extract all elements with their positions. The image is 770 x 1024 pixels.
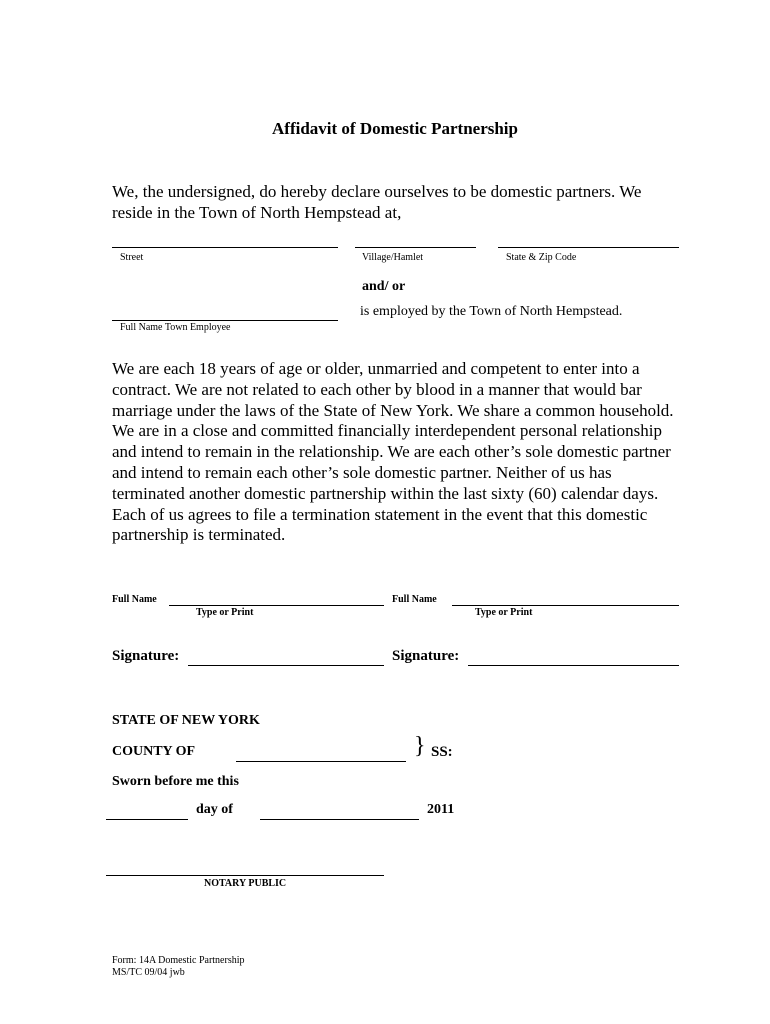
employee-statement: is employed by the Town of North Hempstead. (360, 304, 623, 319)
partner2-full-name-label: Full Name (392, 594, 437, 605)
notary-public-label: NOTARY PUBLIC (204, 878, 287, 889)
intro-paragraph: We, the undersigned, do hereby declare ourselves to be domestic partners. We reside in the Town of North Hempstead at, (112, 182, 642, 222)
and-or-text: and/ or (362, 279, 406, 294)
state-zip-label: State & Zip Code (506, 252, 577, 263)
employee-label: Full Name Town Employee (120, 322, 231, 333)
day-line[interactable] (106, 819, 188, 820)
footer-form: Form: 14A Domestic Partnership (112, 955, 245, 966)
document-title: Affidavit of Domestic Partnership (272, 119, 518, 138)
county-line[interactable] (236, 761, 406, 762)
partner1-type-label: Type or Print (196, 607, 254, 618)
village-line[interactable] (355, 247, 476, 248)
street-label: Street (120, 252, 144, 263)
partner1-full-name-line[interactable] (169, 605, 384, 606)
year-text: 2011 (427, 802, 455, 817)
county-label: COUNTY OF (112, 744, 196, 759)
partner2-signature-label: Signature: (392, 648, 460, 664)
street-line[interactable] (112, 247, 338, 248)
day-of-text: day of (196, 802, 233, 817)
partner1-signature-label: Signature: (112, 648, 180, 664)
employee-name-line[interactable] (112, 320, 338, 321)
footer-code: MS/TC 09/04 jwb (112, 967, 185, 978)
partner1-full-name-label: Full Name (112, 594, 157, 605)
body-paragraph: We are each 18 years of age or older, unmarried and competent to enter into a contract. We are not related to each other by blood in a manner that would bar marriage under the laws of the State of New York. We share a common household. We are in a close and committed financially interdependent personal relationship and intend to remain in the relationship. We are each other’s sole domestic partner and intend to remain each other’s sole domestic partner. Neither of us has terminated another domestic partnership within the last sixty (60) calendar days. Each of us agrees to file a termination statement in the event that this domestic partnership is terminated. (112, 359, 674, 545)
sworn-text: Sworn before me this (112, 774, 239, 789)
state-text: STATE OF NEW YORK (112, 713, 260, 728)
brace-symbol: } (414, 733, 426, 759)
partner2-type-label: Type or Print (475, 607, 533, 618)
partner2-full-name-line[interactable] (452, 605, 679, 606)
state-zip-line[interactable] (498, 247, 679, 248)
notary-signature-line[interactable] (106, 875, 384, 876)
partner2-signature-line[interactable] (468, 665, 679, 666)
partner1-signature-line[interactable] (188, 665, 384, 666)
village-label: Village/Hamlet (362, 252, 424, 263)
ss-text: SS: (431, 744, 453, 760)
month-line[interactable] (260, 819, 419, 820)
